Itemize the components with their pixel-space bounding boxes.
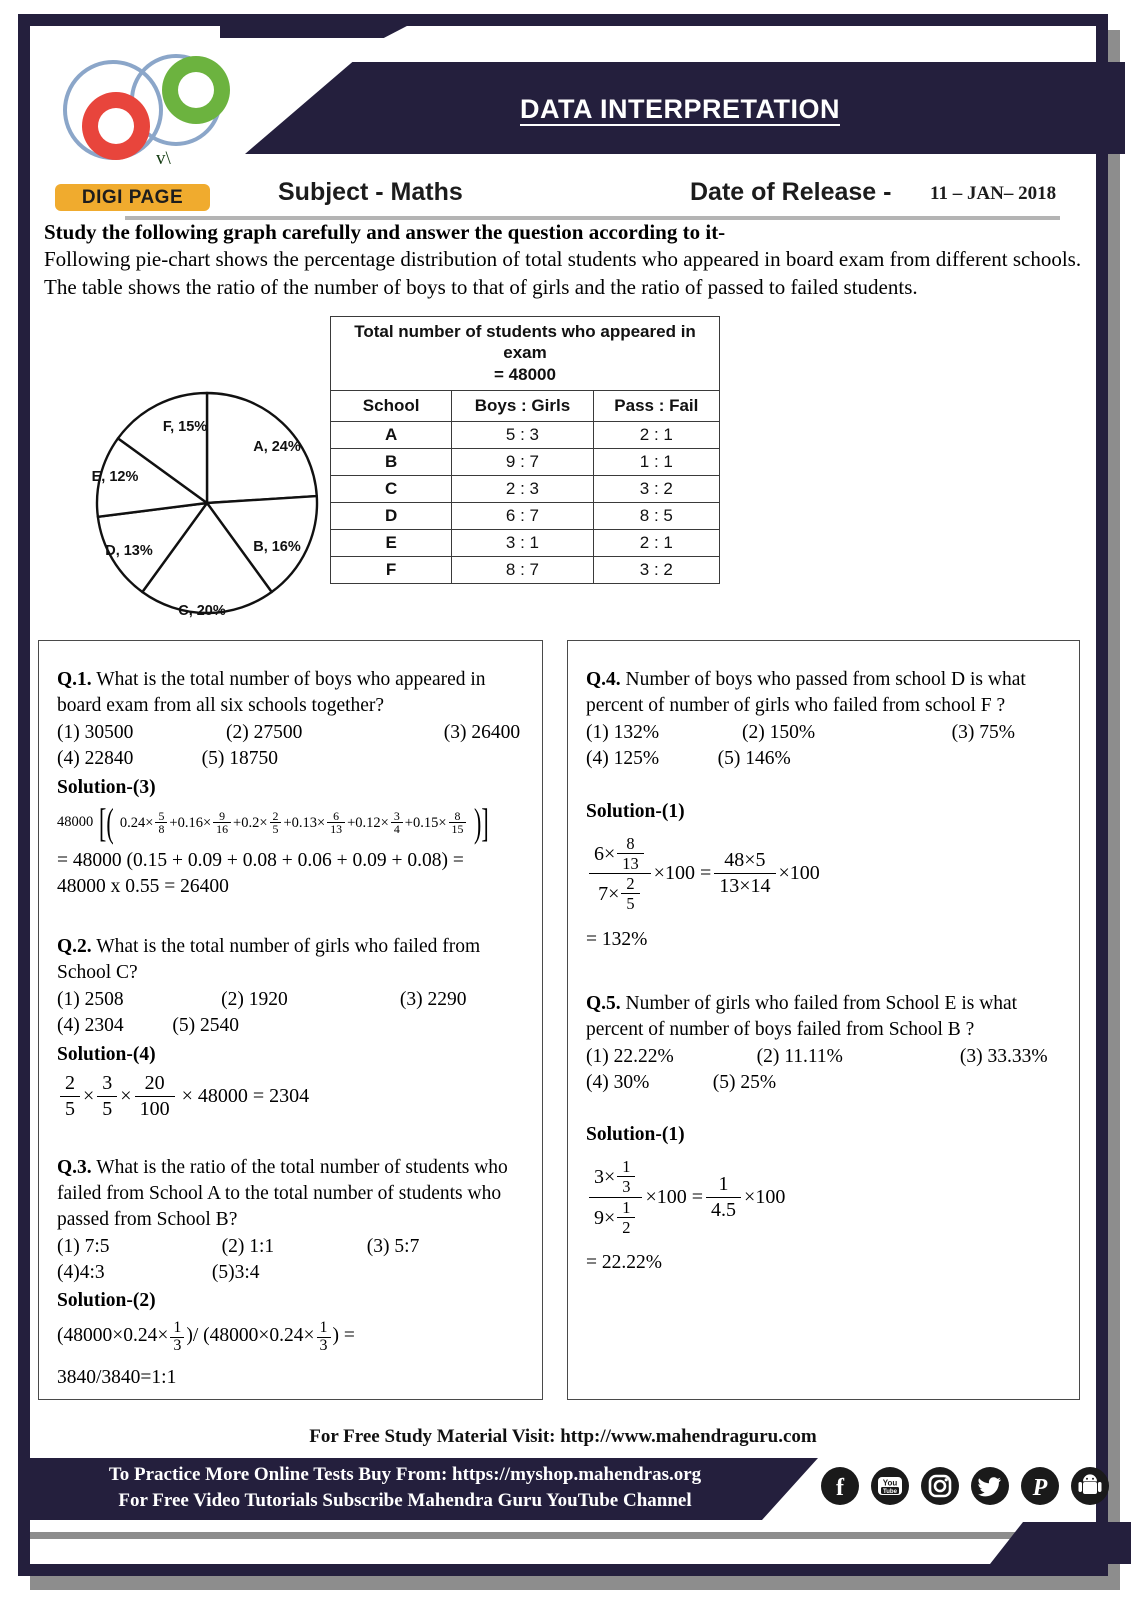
cell-school: A: [331, 421, 452, 448]
table-row: [331, 475, 720, 502]
q2-tail: × 48000 = 2304: [181, 1084, 310, 1107]
q1-term-6: [412, 808, 468, 837]
q4-den-f-den: 5: [621, 893, 639, 912]
table-row: [331, 421, 720, 448]
q2-times-1: ×: [83, 1084, 95, 1107]
q5-den-coef: 9×: [594, 1206, 616, 1229]
table-body: [331, 421, 720, 583]
school-ratio-table: [330, 316, 720, 584]
q1-term-num-1: 5: [158, 808, 165, 823]
q2-solution-label: Solution-(4): [57, 1043, 156, 1065]
intro-body: Following pie-chart shows the percentage distribution of total students who appeared in board exam from different schools. The table shows the ratio of the number of boys to that of girls and the ratio of passed to failed students.: [44, 247, 1082, 300]
table-row: [331, 529, 720, 556]
brand-logo: [58, 38, 240, 198]
q4-num-f-num: 8: [626, 833, 635, 853]
q1-term-fraction-3: [270, 810, 282, 836]
page-header: [30, 26, 1096, 208]
footer-divider: [30, 1532, 1030, 1539]
q3-f2-num: 1: [319, 1319, 328, 1337]
q2-times-2: ×: [120, 1084, 132, 1107]
q3-result: 3840/3840=1:1: [57, 1366, 177, 1388]
q5-rhs-den: 4.5: [706, 1197, 741, 1222]
q1-term-fraction-5: [391, 810, 403, 836]
cell-boys-girls: 3 : 1: [452, 529, 593, 556]
q1-term-fraction-1: [155, 810, 167, 836]
q5-numerator: [589, 1158, 642, 1196]
q1-bracket-close: )]: [474, 799, 490, 845]
q1-term-op-1: +: [169, 814, 178, 831]
q3-options-row1[interactable]: (1) 7:5 (2) 1:1 (3) 5:7: [57, 1236, 420, 1258]
q3-expr-end: ) =: [332, 1325, 355, 1347]
q2-fraction-1: [60, 1072, 80, 1121]
footer-band-line1[interactable]: To Practice More Online Tests Buy From: https://myshop.mahendras.org: [108, 1464, 702, 1485]
footer-band-text: [40, 1462, 770, 1514]
q3-options-row2[interactable]: (4)4:3 (5)3:4: [57, 1262, 260, 1284]
q4-options-row2[interactable]: (4) 125% (5) 146%: [586, 748, 791, 770]
cell-school: F: [331, 556, 452, 583]
cell-pass-fail: 2 : 1: [593, 421, 719, 448]
cell-boys-girls: 5 : 3: [452, 421, 593, 448]
q3-expr-a: (48000×0.24×: [57, 1325, 169, 1347]
question-block-q1: [57, 667, 524, 900]
q5-den-f-num: 1: [622, 1197, 631, 1217]
svg-text:P: P: [1032, 1475, 1048, 1501]
q2-f3-num: 20: [144, 1071, 165, 1094]
q4-text: [586, 667, 1061, 719]
twitter-icon[interactable]: [970, 1466, 1010, 1511]
q4-rhs-den: 13×14: [714, 873, 775, 898]
cell-pass-fail: 1 : 1: [593, 448, 719, 475]
q3-f1-den: 3: [170, 1337, 184, 1355]
q5-options-row1[interactable]: (1) 22.22% (2) 11.11% (3) 33.33%: [586, 1045, 1048, 1067]
q4-lhs-tail: ×100 =: [653, 862, 712, 885]
q5-lhs-tail: ×100 =: [645, 1185, 704, 1208]
pie-label-d: D, 13%: [105, 543, 153, 559]
subject-label: Subject - Maths: [278, 178, 463, 206]
q5-solution-label: Solution-(1): [586, 1124, 685, 1146]
q4-den-coef: 7×: [598, 883, 620, 906]
question-block-q2: [57, 934, 524, 1121]
q4-den-f-num: 2: [626, 874, 635, 894]
q2-fraction-2: [97, 1072, 117, 1121]
youtube-icon[interactable]: [870, 1466, 910, 1511]
q5-den-fraction: [617, 1199, 635, 1236]
svg-text:You: You: [882, 1478, 898, 1488]
cell-boys-girls: 9 : 7: [452, 448, 593, 475]
q4-rhs-num: 48×5: [724, 849, 766, 872]
q4-equation: [586, 835, 1061, 913]
q1-term-op-3: +: [283, 814, 292, 831]
q1-term-5: [355, 808, 413, 837]
q3-fraction-1: [170, 1320, 184, 1355]
q5-num-f-num: 1: [622, 1157, 631, 1177]
cell-school: C: [331, 475, 452, 502]
q1-term-den-2: 16: [213, 822, 231, 835]
q5-number: Q.5.: [586, 992, 621, 1014]
q4-rhs-fraction: [714, 849, 775, 898]
q1-options-row2[interactable]: (4) 22840 (5) 18750: [57, 748, 278, 770]
table-caption-row: [331, 317, 720, 391]
q3-number: Q.3.: [57, 1156, 92, 1178]
q1-solution-label: Solution-(3): [57, 776, 156, 798]
q1-term-3: [241, 808, 292, 837]
q2-f2-num: 3: [102, 1071, 113, 1094]
q5-denominator: [589, 1197, 642, 1236]
svg-text:f: f: [836, 1475, 844, 1501]
q2-f1-den: 5: [60, 1096, 80, 1121]
q4-num-f-den: 13: [617, 853, 643, 872]
q1-term-coef-5: 0.12×: [355, 814, 389, 831]
cell-pass-fail: 2 : 1: [593, 529, 719, 556]
q3-body: What is the ratio of the total number of students who failed from School A to the total number of students who passed from School B?: [57, 1156, 508, 1230]
q1-term-num-4: 6: [333, 808, 340, 823]
release-label: Date of Release -: [690, 178, 892, 206]
q4-rhs-tail: ×100: [778, 862, 820, 885]
q1-term-op-5: +: [404, 814, 413, 831]
table-caption-line2: = 48000: [494, 364, 556, 384]
q1-term-den-5: 4: [391, 822, 403, 835]
q1-options-row1[interactable]: (1) 30500 (2) 27500 (3) 26400: [57, 722, 521, 744]
q2-f2-den: 5: [97, 1096, 117, 1121]
android-icon[interactable]: [1070, 1466, 1110, 1511]
q1-term-num-5: 3: [393, 808, 400, 823]
q1-term-fraction-4: [327, 810, 345, 836]
q5-num-f-den: 3: [617, 1176, 635, 1195]
q1-term-den-3: 5: [270, 822, 282, 835]
svg-text:Tube: Tube: [883, 1489, 897, 1495]
q3-solution-label: Solution-(2): [57, 1290, 156, 1312]
q2-equation: [57, 1072, 524, 1121]
q3-f2-den: 3: [317, 1337, 331, 1355]
q2-options-row1[interactable]: (1) 2508 (2) 1920 (3) 2290: [57, 989, 467, 1011]
q5-den-f-den: 2: [617, 1217, 635, 1236]
logo-scribble-mark: v\: [156, 148, 171, 169]
q4-num-fraction: [617, 835, 643, 872]
intro-text-block: [44, 218, 1084, 302]
pie-label-a: A, 24%: [253, 439, 301, 455]
q2-f3-den: 100: [135, 1096, 175, 1121]
questions-column-right: [567, 640, 1080, 1400]
q1-term-den-1: 8: [155, 822, 167, 835]
q3-expr-mid: )/ (48000×0.24×: [186, 1325, 315, 1347]
q2-text: [57, 934, 524, 986]
pie-label-b: B, 16%: [253, 539, 301, 555]
q5-rhs-fraction: [706, 1173, 741, 1222]
cell-school: B: [331, 448, 452, 475]
q3-equation: [57, 1320, 524, 1355]
q2-body: What is the total number of girls who failed from School C?: [57, 936, 481, 984]
q1-term-coef-6: 0.15×: [412, 814, 447, 831]
pinterest-icon[interactable]: [1020, 1466, 1060, 1511]
footer-corner-wedge: [990, 1522, 1131, 1564]
cell-school: E: [331, 529, 452, 556]
cell-boys-girls: 8 : 7: [452, 556, 593, 583]
table-header-row: [331, 390, 720, 421]
q5-complex-fraction: [589, 1158, 642, 1236]
facebook-icon[interactable]: [820, 1466, 860, 1511]
table-row: [331, 556, 720, 583]
column-header-boys-girls: Boys : Girls: [452, 390, 593, 421]
q1-bracket-open: [(: [99, 799, 114, 845]
table-caption: [331, 317, 720, 391]
q5-body: Number of girls who failed from School E is what percent of number of boys failed from School B ?: [586, 992, 1018, 1040]
dp-logo-icon: [58, 38, 240, 188]
q4-solution-label: Solution-(1): [586, 800, 685, 822]
data-table-container: [330, 316, 720, 584]
q1-term-coef-2: 0.16×: [177, 814, 212, 831]
q2-fraction-3: [135, 1072, 175, 1121]
cell-boys-girls: 6 : 7: [452, 502, 593, 529]
q4-result: = 132%: [586, 928, 648, 950]
q1-term-op-2: +: [233, 814, 242, 831]
q1-term-num-2: 9: [219, 808, 226, 823]
instagram-icon[interactable]: [920, 1466, 960, 1511]
q5-rhs-tail: ×100: [744, 1185, 786, 1208]
cell-pass-fail: 3 : 2: [593, 556, 719, 583]
question-block-q5: [586, 991, 1061, 1277]
q5-num-coef: 3×: [594, 1166, 616, 1189]
q4-numerator: [589, 835, 651, 873]
q2-number: Q.2.: [57, 936, 92, 958]
q1-term-den-4: 13: [327, 822, 345, 835]
q1-term-num-6: 8: [454, 808, 461, 823]
table-caption-line1: Total number of students who appeared in exam: [354, 322, 696, 363]
q2-options-row2[interactable]: (4) 2304 (5) 2540: [57, 1015, 239, 1037]
q1-term-2: [177, 808, 242, 837]
page-title: DATA INTERPRETATION: [520, 94, 840, 124]
cell-pass-fail: 8 : 5: [593, 502, 719, 529]
q4-den-fraction: [621, 875, 639, 912]
q5-options-row2[interactable]: (4) 30% (5) 25%: [586, 1072, 777, 1093]
question-block-q4: [586, 667, 1061, 953]
q1-body: What is the total number of boys who appeared in board exam from all six schools together?: [57, 669, 486, 717]
pie-label-c: C, 20%: [178, 603, 226, 619]
questions-column-left: [38, 640, 543, 1400]
q1-term-den-6: 15: [449, 822, 467, 835]
q1-result-line1: = 48000 (0.15 + 0.09 + 0.08 + 0.06 + 0.09 + 0.08) =: [57, 849, 464, 871]
q1-equation-terms: [120, 810, 469, 836]
q5-result: = 22.22%: [586, 1252, 662, 1274]
q3-text: [57, 1155, 524, 1233]
q5-rhs-num: 1: [718, 1172, 729, 1195]
q4-complex-fraction: [589, 835, 651, 913]
pie-chart: [85, 351, 355, 641]
q1-term-op-4: +: [347, 814, 356, 831]
q1-eq-lead: 48000: [57, 813, 94, 830]
q5-num-fraction: [617, 1158, 635, 1195]
q1-term-fraction-6: [449, 810, 467, 836]
column-header-pass-fail: Pass : Fail: [593, 390, 719, 421]
q5-equation: [586, 1158, 1061, 1236]
cell-school: D: [331, 502, 452, 529]
intro-heading: Study the following graph carefully and answer the question according to it-: [44, 220, 726, 244]
q1-term-fraction-2: [213, 810, 231, 836]
question-block-q3: [57, 1155, 524, 1391]
cell-pass-fail: 3 : 2: [593, 475, 719, 502]
q3-fraction-2: [317, 1320, 331, 1355]
table-row: [331, 502, 720, 529]
q4-denominator: [589, 873, 651, 912]
column-header-school: School: [331, 390, 452, 421]
q4-body: Number of boys who passed from school D is what percent of number of girls who failed from school F ?: [586, 669, 1026, 717]
q1-result-line2: 48000 x 0.55 = 26400: [57, 875, 229, 897]
pie-chart-svg: [85, 351, 355, 641]
q2-f1-num: 2: [65, 1071, 75, 1094]
pie-label-f: F, 15%: [162, 419, 208, 435]
q4-number: Q.4.: [586, 669, 621, 690]
q1-equation: [57, 799, 524, 845]
q1-term-4: [291, 808, 356, 837]
q4-num-coef: 6×: [594, 842, 616, 865]
q1-term-coef-1: 0.24×: [119, 814, 154, 831]
q1-term-coef-4: 0.13×: [291, 814, 326, 831]
header-accent-band: [220, 14, 430, 38]
q1-term-num-3: 2: [272, 808, 279, 823]
digi-page-badge: DIGI PAGE: [55, 184, 210, 211]
release-date-value: 11 – JAN– 2018: [930, 183, 1057, 204]
pie-label-e: E, 12%: [91, 469, 139, 485]
q3-f1-num: 1: [173, 1319, 182, 1337]
q1-term-coef-3: 0.2×: [241, 814, 268, 831]
footer-study-material-note[interactable]: For Free Study Material Visit: http://www.mahendraguru.com: [309, 1426, 817, 1447]
cell-boys-girls: 2 : 3: [452, 475, 593, 502]
footer-band-line2[interactable]: For Free Video Tutorials Subscribe Mahendra Guru YouTube Channel: [118, 1490, 692, 1512]
table-row: [331, 448, 720, 475]
page-content: [30, 26, 1096, 1564]
q5-text: [586, 991, 1061, 1043]
q1-number: Q.1.: [57, 669, 92, 690]
q1-term-1: [119, 808, 178, 837]
q4-options-row1[interactable]: (1) 132% (2) 150% (3) 75%: [586, 722, 1015, 744]
q1-text: [57, 667, 524, 719]
social-links-row: [820, 1466, 1110, 1511]
